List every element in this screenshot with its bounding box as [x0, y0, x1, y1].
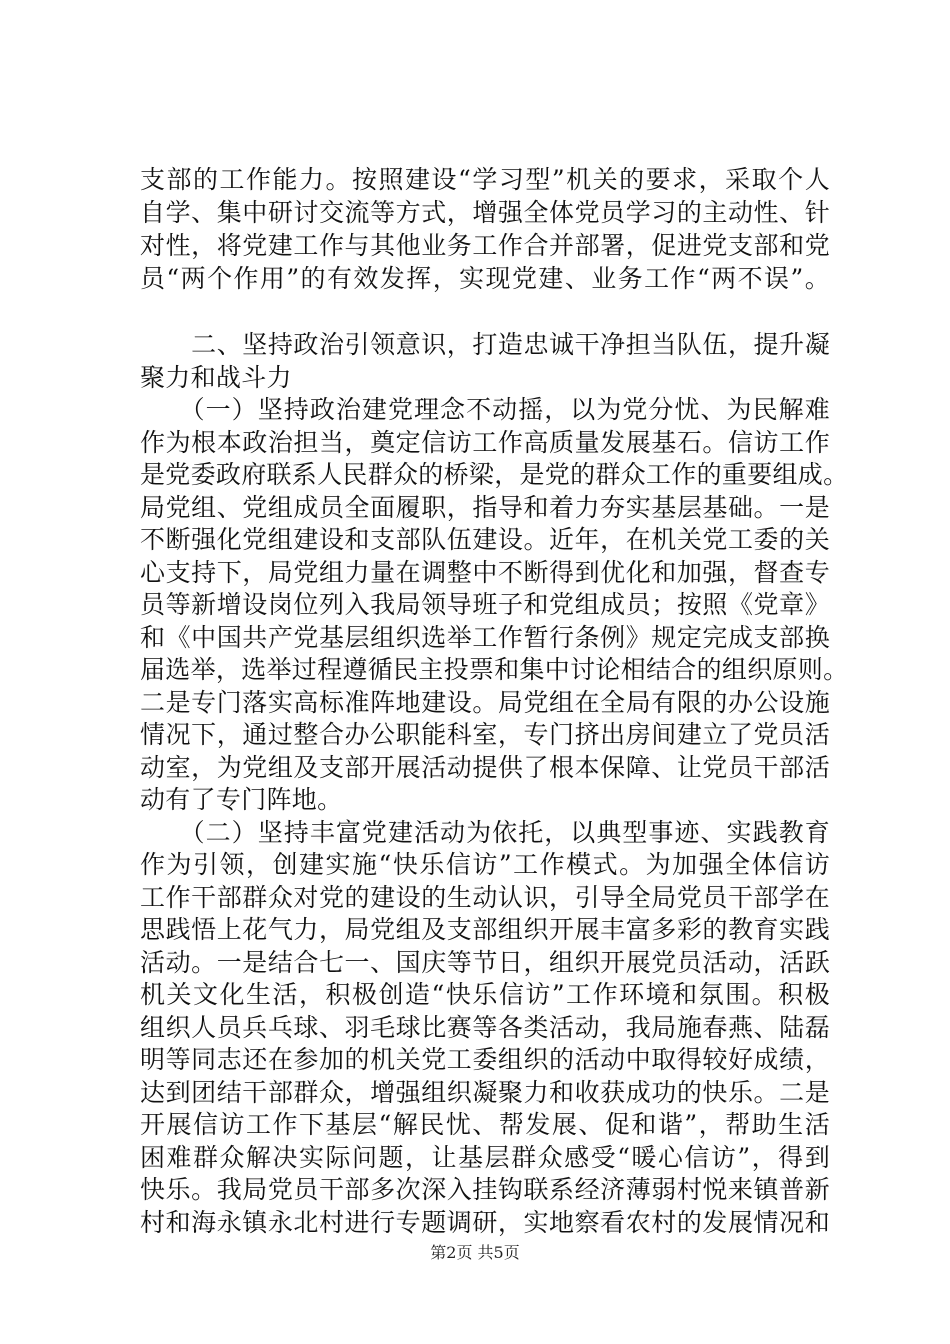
body-text-line: 作为根本政治担当，奠定信访工作高质量发展基石。信访工作 — [140, 428, 830, 457]
body-text-line: 作为引领，创建实施“快乐信访”工作模式。为加强全体信访 — [140, 850, 830, 879]
body-text-line: 二是专门落实高标准阵地建设。局党组在全局有限的办公设施 — [140, 688, 830, 717]
body-text-line: 和《中国共产党基层组织选举工作暂行条例》规定完成支部换 — [140, 623, 830, 652]
body-text-line: 村和海永镇永北村进行专题调研，实地察看农村的发展情况和 — [140, 1208, 830, 1237]
body-text-line: 自学、集中研讨交流等方式，增强全体党员学习的主动性、针 — [140, 198, 830, 227]
body-text-line: 员“两个作用”的有效发挥，实现党建、业务工作“两不误”。 — [140, 264, 830, 293]
body-text-line: 届选举，选举过程遵循民主投票和集中讨论相结合的组织原则。 — [140, 655, 849, 684]
body-text-line: （二）坚持丰富党建活动为依托，以典型事迹、实践教育 — [140, 818, 830, 847]
body-text-line: 心支持下，局党组力量在调整中不断得到优化和加强，督查专 — [140, 558, 830, 587]
body-text-line: （一）坚持政治建党理念不动摇，以为党分忧、为民解难 — [140, 395, 830, 424]
body-text-line: 工作干部群众对党的建设的生动认识，引导全局党员干部学在 — [140, 883, 830, 912]
page-footer: 第2页 共5页 — [430, 1243, 520, 1262]
body-text-line: 快乐。我局党员干部多次深入挂钩联系经济薄弱村悦来镇普新 — [140, 1175, 830, 1204]
body-text-line: 不断强化党组建设和支部队伍建设。近年，在机关党工委的关 — [140, 525, 830, 554]
body-text-line: 活动。一是结合七一、国庆等节日，组织开展党员活动，活跃 — [140, 948, 830, 977]
body-text-line: 支部的工作能力。按照建设“学习型”机关的要求，采取个人 — [140, 165, 830, 194]
body-text-line: 困难群众解决实际问题，让基层群众感受“暖心信访”，得到 — [140, 1143, 830, 1172]
body-text-line: 情况下，通过整合办公职能科室，专门挤出房间建立了党员活 — [140, 720, 830, 749]
section-heading-line: 二、坚持政治引领意识，打造忠诚干净担当队伍，提升凝 — [140, 330, 830, 359]
body-text-line: 局党组、党组成员全面履职，指导和着力夯实基层基础。一是 — [140, 493, 830, 522]
section-heading-line: 聚力和战斗力 — [140, 363, 292, 392]
body-text-line: 机关文化生活，积极创造“快乐信访”工作环境和氛围。积极 — [140, 980, 830, 1009]
body-text-line: 动有了专门阵地。 — [140, 785, 343, 814]
body-text-line: 对性，将党建工作与其他业务工作合并部署，促进党支部和党 — [140, 231, 830, 260]
body-text-line: 达到团结干部群众，增强组织凝聚力和收获成功的快乐。二是 — [140, 1078, 830, 1107]
body-text-line: 动室，为党组及支部开展活动提供了根本保障、让党员干部活 — [140, 753, 830, 782]
body-text-line: 组织人员兵乓球、羽毛球比赛等各类活动，我局施春燕、陆磊 — [140, 1013, 830, 1042]
body-text-line: 员等新增设岗位列入我局领导班子和党组成员；按照《党章》 — [140, 590, 830, 619]
body-text-line: 开展信访工作下基层“解民忧、帮发展、促和谐”，帮助生活 — [140, 1110, 830, 1139]
body-text-line: 是党委政府联系人民群众的桥梁，是党的群众工作的重要组成。 — [140, 460, 849, 489]
body-text-line: 思践悟上花气力，局党组及支部组织开展丰富多彩的教育实践 — [140, 915, 830, 944]
body-text-line: 明等同志还在参加的机关党工委组织的活动中取得较好成绩， — [140, 1045, 830, 1074]
